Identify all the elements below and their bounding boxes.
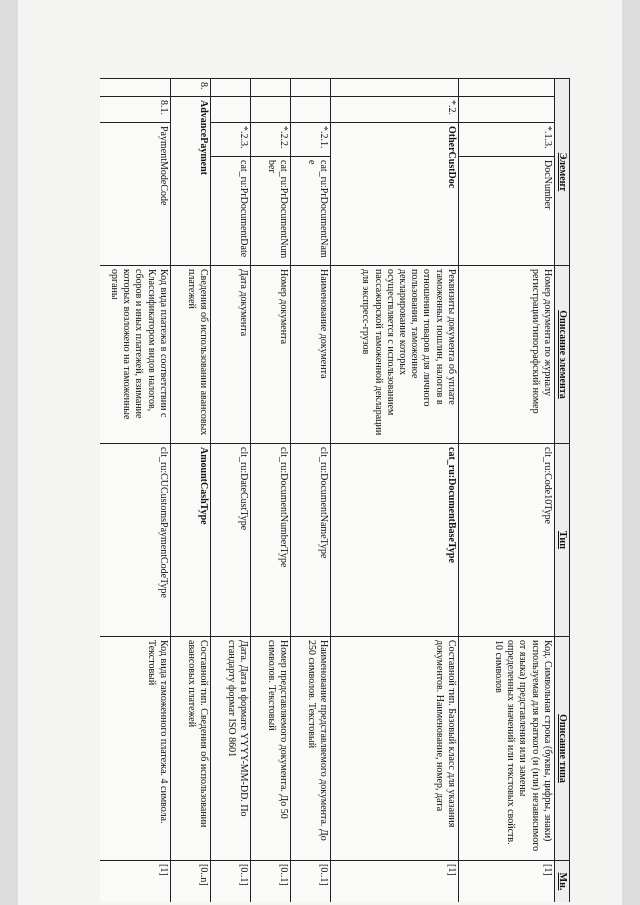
table-row [100, 79, 170, 903]
element-type: clt_ru:CUCustomsPaymentCodeType [100, 444, 170, 637]
element-name: OtherCustDoc [330, 123, 458, 266]
rotated-table-frame [100, 78, 570, 902]
element-type: clt_ru:DateCustType [210, 444, 250, 637]
type-description: Дата. Дата в формате YYYY-MM-DD. По стандарту формат ISO 8601 [210, 637, 250, 861]
row-number: *.2. [330, 97, 458, 123]
multiplicity: [1] [330, 861, 458, 903]
element-type: cat_ru:DocumentBaseType [330, 444, 458, 637]
row-number: 8.1. [100, 97, 170, 123]
element-type: clt_ru:DocumentNumberType [250, 444, 290, 637]
table-row [170, 79, 210, 903]
element-name: PaymentModeCode [100, 123, 170, 266]
table-container [100, 78, 570, 902]
document-page [18, 0, 622, 905]
element-description: Сведения об использовании авансовых платежей [170, 266, 210, 444]
header-description: Описание элемента [554, 266, 569, 444]
multiplicity: [1] [100, 861, 170, 903]
type-description: Код. Символьная строка (буквы, цифры, знаки) используемая для краткого (и (или) независимого от языка) представления или замены определенных значений или текстовых свойств. 10 символов [458, 637, 554, 861]
row-number: *.1.3. [458, 123, 554, 157]
table-row [290, 79, 330, 903]
element-description: Код вида платежа в соответствии с Классификатором видов налогов, сборов и иных платежей, взимание которых возложено на таможенные органы [100, 266, 170, 444]
header-type-description: Описание типа [554, 637, 569, 861]
element-description: Наименование документа [290, 266, 330, 444]
type-description: Номер представляемого документа. До 50 символов. Текстовый [250, 637, 290, 861]
type-description: Составной тип. Базовый класс для указания документов. Наименование, номер, дата [330, 637, 458, 861]
row-number: 8. [170, 79, 210, 97]
type-description: Наименование представляемого документа. До 250 символов. Текстовый [290, 637, 330, 861]
header-multiplicity: Мн. [554, 861, 569, 903]
table-row [210, 79, 250, 903]
type-description: Код вида таможенного платежа. 4 символа. Текстовый [100, 637, 170, 861]
element-name: cat_ru:PrDocumentDate [210, 157, 250, 266]
element-name: cat_ru:PrDocumentNumber [250, 157, 290, 266]
header-type: Тип [554, 444, 569, 637]
table-row [330, 79, 458, 903]
table-header-row [554, 79, 569, 903]
element-description: Номер документа [250, 266, 290, 444]
element-type: clt_ru:DocumentNameType [290, 444, 330, 637]
multiplicity: [0..1] [290, 861, 330, 903]
multiplicity: [1] [458, 861, 554, 903]
element-name: AdvancePayment [170, 97, 210, 266]
element-name: DocNumber [458, 157, 554, 266]
table-row [250, 79, 290, 903]
element-type: AmountCashType [170, 444, 210, 637]
element-type: clt_ru:Code10Type [458, 444, 554, 637]
element-name: cat_ru:PrDocumentName [290, 157, 330, 266]
element-description: Дата документа [210, 266, 250, 444]
row-number: *.2.2. [250, 123, 290, 157]
spec-table [100, 78, 570, 902]
type-description: Составной тип. Сведения об использовании авансовых платежей [170, 637, 210, 861]
header-element: Элемент [554, 79, 569, 266]
element-description: Реквизиты документа об уплате таможенных пошлин, налогов в отношении товаров для личного пользования, таможенное декларирование которых осуществляется с использованием пассажирской таможенной декларации для экспресс-грузов [330, 266, 458, 444]
element-description: Номер документа по журналу регистрации/типографский номер [458, 266, 554, 444]
row-number: *.2.3. [210, 123, 250, 157]
multiplicity: [0..1] [210, 861, 250, 903]
multiplicity: [0..n] [170, 861, 210, 903]
multiplicity: [0..1] [250, 861, 290, 903]
table-row [458, 79, 554, 903]
row-number: *.2.1. [290, 123, 330, 157]
